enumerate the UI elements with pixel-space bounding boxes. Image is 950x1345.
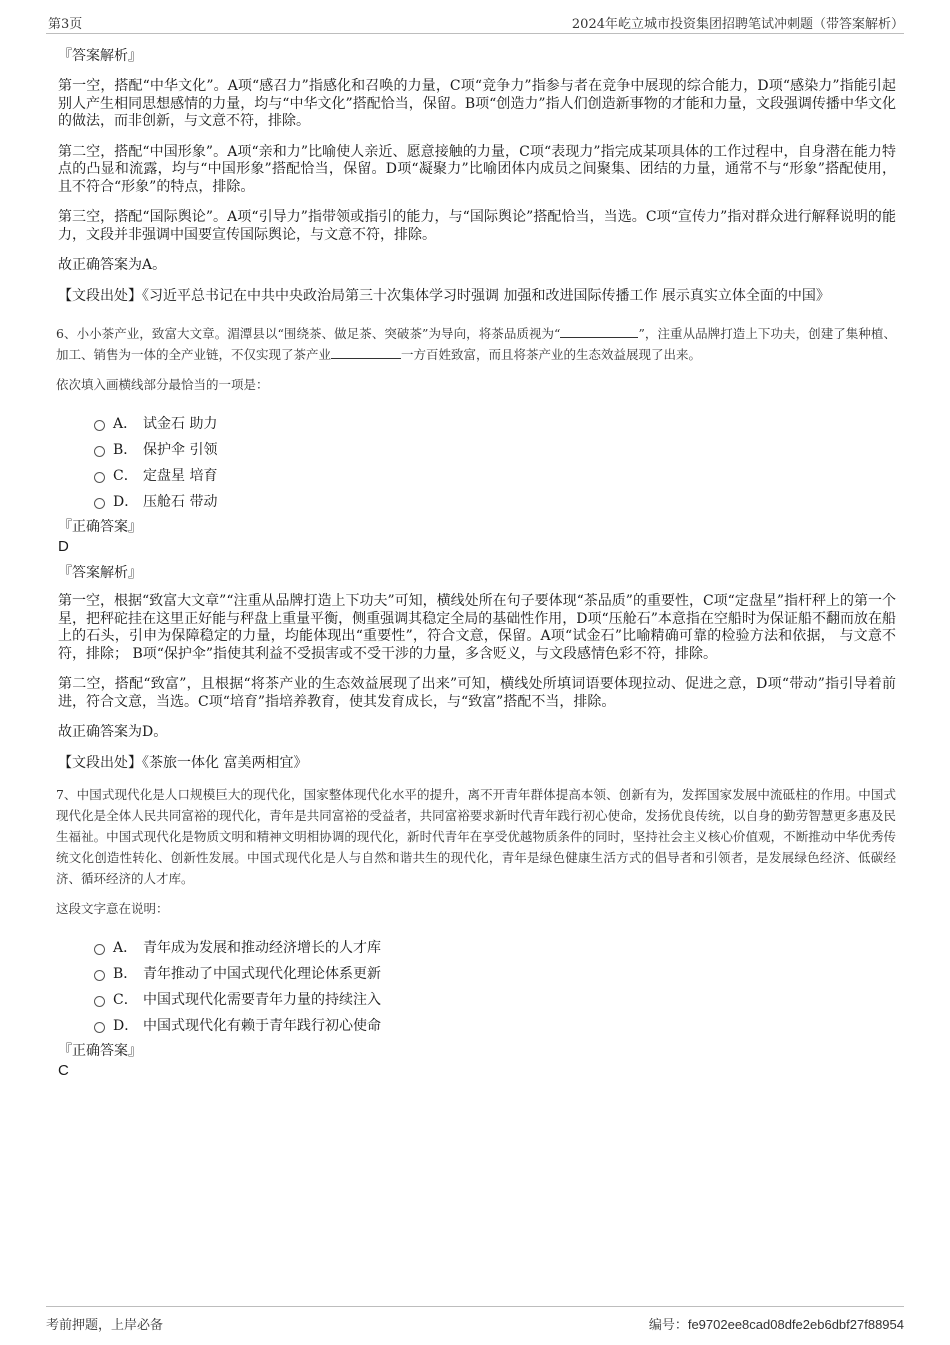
radio-icon[interactable] — [94, 446, 105, 457]
passage-source: 【文段出处】《茶旅一体化 富美两相宜》 — [58, 754, 308, 771]
page-header — [46, 13, 904, 34]
analysis-paragraph: 第一空，搭配“中华文化”。A项“感召力”指感化和召唤的力量，C项“竞争力”指参与者在竞争中展现的综合能力，D项“感染力”指能引起别人产生相同思想感情的力量，均与“中华文化”搭配恰当，保留。B项“创造力”指人们创造新事物的才能和力量，文段强调传播中华文化的做法，而非创新，与文意不符，排除。 — [58, 78, 896, 129]
analysis-label: 『答案解析』 — [58, 565, 142, 581]
analysis-paragraph: 第三空，搭配“国际舆论”。A项“引导力”指带领或指引的能力，与“国际舆论”搭配恰当，当选。C项“宣传力”指对群众进行解释说明的能力，文段并非强调中国要宣传国际舆论，与文意不符，排除。 — [58, 209, 896, 243]
analysis-label: 『答案解析』 — [58, 48, 142, 64]
question-6-options — [94, 411, 896, 515]
option-d[interactable]: D． 中国式现代化有赖于青年践行初心使命 — [94, 1013, 896, 1039]
radio-icon[interactable] — [94, 472, 105, 483]
radio-icon[interactable] — [94, 996, 105, 1007]
correct-answer-label: 『正确答案』 — [58, 1043, 142, 1059]
correct-answer: D — [58, 538, 69, 555]
option-d[interactable]: D． 压舱石 带动 — [94, 489, 896, 515]
document-body — [56, 46, 896, 1087]
option-c[interactable]: C． 中国式现代化需要青年力量的持续注入 — [94, 987, 896, 1013]
analysis-paragraph: 第二空，搭配“致富”，且根据“将茶产业的生态效益展现了出来”可知，横线处所填词语要体现拉动、促进之意，D项“带动”指引导着前进，符合文意，当选。C项“培育”指培养教育，使其发育成长，与“致富”搭配不当，排除。 — [58, 676, 896, 710]
option-b[interactable]: B． 保护伞 引领 — [94, 437, 896, 463]
passage-source: 【文段出处】《习近平总书记在中共中央政治局第三十次集体学习时强调 加强和改进国际传播工作 展示真实立体全面的中国》 — [58, 287, 830, 304]
analysis-conclusion: 故正确答案为A。 — [58, 257, 167, 273]
document-code — [649, 1314, 904, 1333]
question-7-options — [94, 935, 896, 1039]
question-6-prompt: 依次填入画横线部分最恰当的一项是： — [56, 377, 269, 392]
correct-answer-label: 『正确答案』 — [58, 519, 142, 535]
page-number: 第3页 — [48, 17, 83, 32]
analysis-paragraph: 第二空，搭配“中国形象”。A项“亲和力”比喻使人亲近、愿意接触的力量，C项“表现力”指完成某项具体的工作过程中，自身潜在能力特点的凸显和流露，均与“中国形象”搭配恰当，保留。D项“凝聚力”比喻团体内成员之间聚集、团结的力量，通常不与“形象”搭配使用，且不符合“形象”的特点，排除。 — [58, 143, 896, 195]
option-b[interactable]: B． 青年推动了中国式现代化理论体系更新 — [94, 961, 896, 987]
analysis-paragraph: 第一空，根据“致富大文章”“注重从品牌打造上下功夫”可知，横线处所在句子要体现“茶品质”的重要性，C项“定盘星”指杆秤上的第一个星，把秤砣挂在这里正好能与秤盘上重量平衡，侧重强调其稳定全局的基础性作用，D项“压舱石”本意指在空船时为保证船不翻而放在船上的石头，引申为保障稳定的力量，均能体现出“重要性”，符合文意，保留。A项“试金石”比喻精确可靠的检验方法和依据， 与文意不符，排除； B项“保护伞”指使其利益不受损害或不受干涉的力量，多含贬义，与文段感情色彩不符，排除。 — [58, 593, 896, 662]
question-7-text: 7、中国式现代化是人口规模巨大的现代化，国家整体现代化水平的提升，离不开青年群体提高本领、创新有为，发挥国家发展中流砥柱的作用。中国式现代化是全体人民共同富裕的现代化，青年是共同富裕的受益者，共同富裕要求新时代青年践行初心使命，发扬优良传统，以自身的勤劳智慧更多惠及民生福祉。中国式现代化是物质文明和精神文明相协调的现代化，新时代青年在享受优越物质条件的同时，坚持社会主义核心价值观，不断推动中华优秀传统文化创造性转化、创新性发展。中国式现代化是人与自然和谐共生的现代化，青年是绿色健康生活方式的倡导者和引领者，是发展绿色经济、低碳经济、循环经济的人才库。 — [56, 787, 896, 886]
option-a[interactable]: A． 青年成为发展和推动经济增长的人才库 — [94, 935, 896, 961]
fill-blank-1 — [560, 323, 638, 338]
question-6-text: 6、小小茶产业，致富大文章。湄潭县以“围绕茶、做足茶、突破茶”为导向，将茶品质视为“ ”，注重从品牌打造上下功夫，创建了集种植、加工、销售为一体的全产业链，不仅实现了茶产业 一方百姓致富，而且将茶产业的生态效益展现了出来。 — [56, 323, 896, 365]
page-footer — [46, 1306, 904, 1333]
document-code-label: 编号： — [648, 1318, 688, 1333]
radio-icon[interactable] — [94, 420, 105, 431]
radio-icon[interactable] — [94, 498, 105, 509]
footer-slogan: 考前押题，上岸必备 — [46, 1318, 164, 1333]
analysis-conclusion: 故正确答案为D。 — [58, 724, 168, 740]
option-a[interactable]: A． 试金石 助力 — [94, 411, 896, 437]
document-title: 2024年屹立城市投资集团招聘笔试冲刺题（带答案解析） — [571, 17, 904, 32]
radio-icon[interactable] — [94, 944, 105, 955]
option-c[interactable]: C． 定盘星 培育 — [94, 463, 896, 489]
correct-answer: C — [58, 1062, 69, 1079]
question-7-prompt: 这段文字意在说明： — [56, 901, 169, 916]
radio-icon[interactable] — [94, 1022, 105, 1033]
radio-icon[interactable] — [94, 970, 105, 981]
fill-blank-2 — [331, 344, 401, 359]
document-code-value: fe9702ee8cad08dfe2eb6dbf27f88954 — [687, 1317, 904, 1332]
